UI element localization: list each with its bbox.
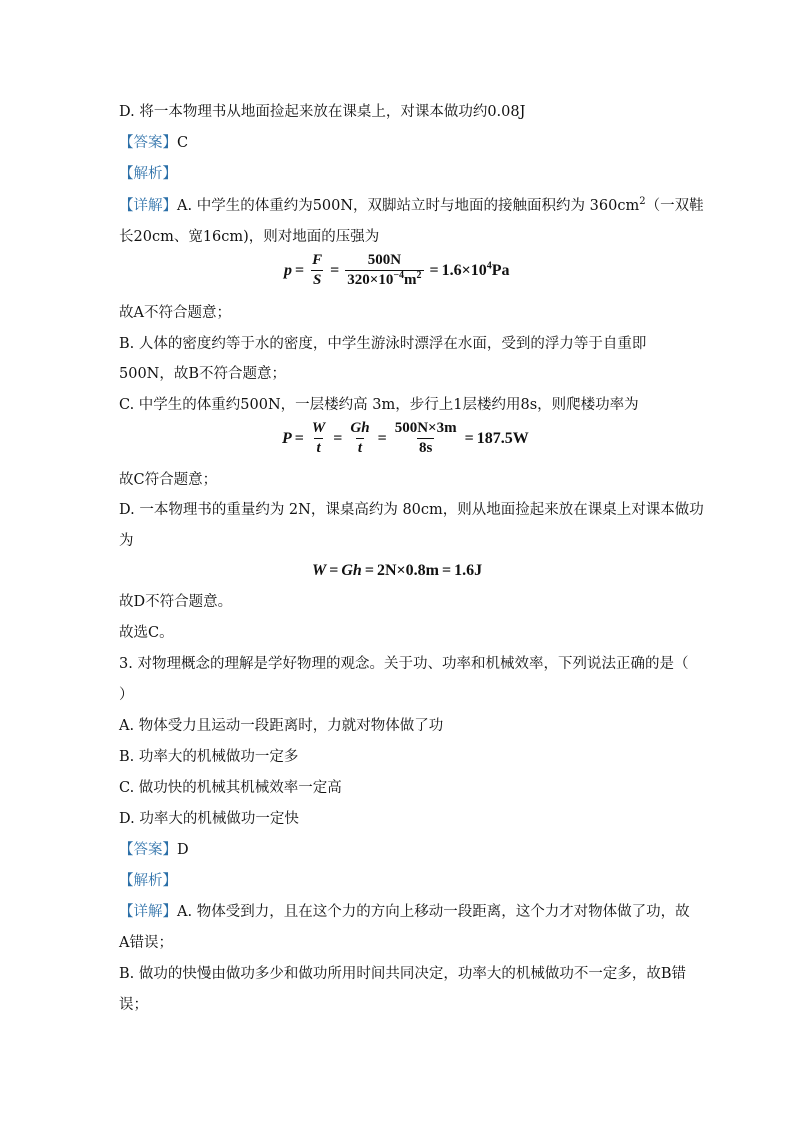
area-exponent: 2 [639, 196, 646, 208]
q3-option-a: A. 物体受力且运动一段距离时，力就对物体做了功 [119, 718, 444, 734]
f2-frac1 [310, 420, 327, 457]
f2-frac3 [393, 420, 459, 457]
f1-lhs: p [284, 261, 292, 279]
detail-line-d2: 为 [119, 533, 134, 549]
f1-result: $1.6\times 10^4Pa$ [441, 260, 510, 279]
detail-tag: 【详解】 [119, 198, 177, 214]
answer-value: C [177, 135, 189, 151]
q3-analysis-tag: 【解析】 [119, 873, 177, 889]
q3-detail-b: B. 做功的快慢由做功多少和做功所用时间共同决定，功率大的机械做功不一定多，故B错 [119, 966, 687, 982]
f3-eq3: = [441, 562, 452, 579]
q3-detail-b2: 误； [119, 997, 148, 1013]
f2-result: 187.5W [476, 429, 529, 447]
f1-den2: $320\times 10^{-4}m^2$ [347, 270, 422, 288]
f1-den1: S [312, 272, 322, 288]
q3-answer-value: D [177, 842, 189, 858]
q3-detail-tag: 【详解】 [119, 904, 177, 920]
question-3-stem-end: ） [119, 687, 134, 703]
f2-den1: t [316, 440, 321, 456]
q3-detail-text: A. 物体受到力，且在这个力的方向上移动一段距离，这个力才对物体做了功，故 [177, 904, 690, 920]
detail-tail: （一双鞋 [645, 198, 704, 214]
f2-frac2 [348, 420, 371, 457]
f1-eq3: = [429, 261, 439, 279]
f1-frac2 [345, 252, 423, 289]
detail-text: A. 中学生的体重约为500N，双脚站立时与地面的接触面积约为 360cm [177, 198, 640, 214]
f2-num3: 500N×3m [394, 420, 457, 436]
conclusion-d: 故D不符合题意。 [119, 594, 233, 610]
f2-den3: 8s [418, 440, 433, 456]
f3-eq2: = [364, 562, 374, 579]
question-3-stem: 3. 对物理概念的理解是学好物理的观念。关于功、功率和机械效率，下列说法正确的是（ [119, 656, 689, 672]
conclusion-c: 故C符合题意； [119, 472, 218, 488]
f2-eq2: = [333, 429, 343, 447]
conclusion-a: 故A不符合题意； [119, 305, 231, 321]
answer-line [119, 133, 188, 153]
f1-num2: 500N [367, 252, 402, 268]
f3-lhs: W [312, 562, 327, 579]
q3-detail-a [119, 902, 690, 922]
q3-option-d: D. 功率大的机械做功一定快 [119, 811, 299, 827]
f3-eq1: = [329, 562, 339, 579]
final-choice: 故选C。 [119, 625, 174, 641]
f2-eq4: = [464, 429, 474, 447]
f3-res: 2N×0.8m [376, 562, 439, 579]
q3-option-b: B. 功率大的机械做功一定多 [119, 749, 299, 765]
detail-line-b: B. 人体的密度约等于水的密度，中学生游泳时漂浮在水面，受到的浮力等于自重即 [119, 336, 647, 352]
q3-option-c: C. 做功快的机械其机械效率一定高 [119, 780, 342, 796]
analysis-tag: 【解析】 [119, 166, 177, 182]
detail-line-a2: 长20cm、宽16cm)，则对地面的压强为 [119, 229, 380, 245]
work-formula [312, 562, 482, 580]
f1-num1: F [312, 252, 323, 268]
answer-tag: 【答案】 [119, 135, 177, 151]
f2-lhs: P [282, 429, 292, 447]
power-formula [282, 420, 529, 457]
detail-line-b2: 500N，故B不符合题意； [119, 366, 287, 382]
option-d-line: D. 将一本物理书从地面捡起来放在课桌上，对课本做功约0.08J [119, 104, 526, 120]
pressure-formula [284, 252, 510, 289]
detail-line-c: C. 中学生的体重约500N，一层楼约高 3m，步行上1层楼约用8s，则爬楼功率为 [119, 397, 639, 413]
f2-num1: W [311, 420, 326, 436]
f3-res2: 1.6J [454, 562, 483, 579]
detail-line-a [119, 196, 704, 216]
f1-eq2: = [330, 261, 340, 279]
q3-answer-line [119, 840, 189, 860]
q3-answer-tag: 【答案】 [119, 842, 177, 858]
f1-eq1: = [295, 261, 305, 279]
f2-num2: Gh [350, 420, 370, 436]
f2-den2: t [357, 440, 363, 456]
f3-mid: Gh [341, 562, 362, 579]
detail-line-d: D. 一本物理书的重量约为 2N，课桌高约为 80cm，则从地面捡起来放在课桌上对课本做功 [119, 502, 704, 518]
f2-eq1: = [294, 429, 304, 447]
f2-eq3: = [377, 429, 387, 447]
q3-detail-a2: A错误； [119, 935, 173, 951]
f1-frac1 [310, 252, 324, 289]
